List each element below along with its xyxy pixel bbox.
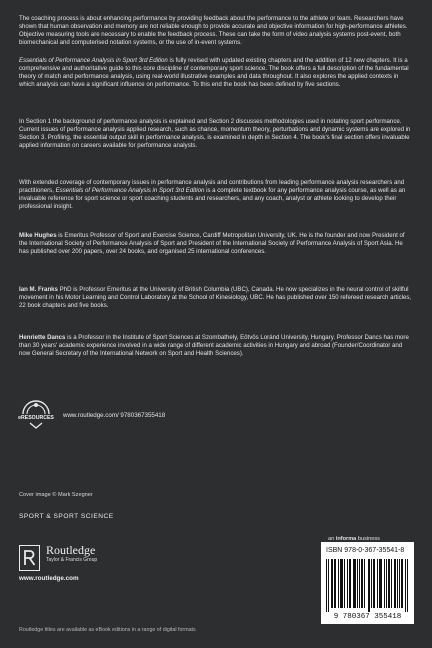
- barcode-bar: [371, 559, 372, 608]
- barcode-bar: [342, 559, 343, 608]
- barcode-bar: [399, 559, 400, 608]
- informa-prefix: an: [328, 536, 336, 542]
- author-bio-text: [19, 232, 413, 256]
- book-title-italic: Essentials of Performance Analysis in Sport 3rd Edition: [19, 57, 168, 64]
- barcode-bar: [368, 559, 369, 612]
- barcode-bar: [328, 559, 329, 612]
- barcode-bar: [334, 559, 335, 608]
- barcode-bar: [354, 559, 355, 608]
- barcode-digits: 9 780367 355418: [333, 613, 402, 621]
- barcode-bar: [384, 559, 385, 608]
- barcode-bar: [373, 559, 374, 608]
- barcode-bar: [369, 559, 370, 612]
- audience-text: [19, 179, 413, 211]
- barcode-bar: [353, 559, 354, 608]
- barcode-bar: [347, 559, 348, 608]
- barcode-bar: [407, 559, 408, 612]
- isbn-number: ISBN 978-0-367-35541-8: [326, 547, 405, 554]
- barcode-bar: [338, 559, 339, 608]
- barcode-bar: [357, 559, 358, 608]
- author-name: Henriette Dancs: [19, 334, 66, 341]
- author-bio-body: is a Professor in the Institute of Sport Sciences at Szombathely, Eötvös Loránd University, Hungary. Professor Dancs has more than 30 years' academic experience involved in a wide range of different academic activities in Hungary and abroad (Founder/Coordinator and now General Secretary of the International Network on Sport and Health Sciences).: [19, 334, 409, 358]
- book-description-text: is fully revised with updated existing chapters and the addition of 12 new chapters. It is a comprehensive and authoritative guide to this core discipline of contemporary sport science. The book offers a full description of the fundamental theory of match and performance analysis, using real-world illustrative examples and data throughout. It also explores the applied contexts in which analysis can have a significant influence on performance. To this end the book has been defined by five sections.: [19, 57, 409, 89]
- barcode-bar: [350, 559, 351, 608]
- book-description-paragraph: [19, 57, 413, 89]
- intro-text: The coaching process is about enhancing performance by providing feedback about the performance to the athlete or team. Researchers have shown that human observation and memory are not reliable enough to provide accurate and objective information for high-performance athletes. Objective measuring tools are necessary to enable the feedback process. These can take the form of video analysis systems post-event, both biomechanical and computerised notation systems, or the use of in-event systems.: [19, 15, 408, 47]
- barcode-bar: [381, 559, 382, 608]
- publisher-name: Routledge: [46, 543, 96, 557]
- cover-credit: Cover image © Mark Szegner: [19, 492, 93, 498]
- ebook-footnote: Routledge titles are available as eBook editions in a range of digital formats: [19, 627, 196, 633]
- audience-paragraph: [19, 179, 413, 211]
- barcode-bar: [386, 559, 387, 608]
- barcode-bar: [395, 559, 396, 608]
- author-name: Mike Hughes: [19, 232, 57, 239]
- barcode-bar: [332, 559, 333, 608]
- barcode-bar: [355, 559, 356, 608]
- barcode-bar: [364, 559, 365, 608]
- barcode-bar: [374, 559, 375, 608]
- author-bio-body: is Emeritus Professor of Sport and Exercise Science, Cardiff Metropolitan University, UK. He is the founder and now President of the International Society of Performance Analysis of Sport and President of the International Society of Performance Analysis of Sport Asia. He has published over 200 papers, over 24 books, and organised 25 international conferences.: [19, 232, 405, 256]
- barcode-bar: [402, 559, 403, 608]
- audience-text-start: With extended coverage of contemporary issues in performance analysis and contributions from leading performance analysis researchers and practitioners,: [19, 179, 405, 195]
- barcode-bar: [359, 559, 360, 608]
- routledge-r-icon: [19, 545, 40, 571]
- barcode-bar: [391, 559, 392, 608]
- book-description: [19, 57, 413, 89]
- author-bio-text: [19, 286, 413, 310]
- informa-suffix: business: [356, 536, 380, 542]
- barcode-bar: [397, 559, 398, 608]
- barcode-bar: [377, 559, 378, 608]
- barcode-bar: [331, 559, 332, 608]
- barcode-bar: [341, 559, 342, 608]
- author-bio: [19, 334, 413, 358]
- barcode-bar: [379, 559, 380, 608]
- barcode-bar: [394, 559, 395, 608]
- sections-text: In Section 1 the background of performance analysis is explained and Section 2 discusses methodologies used in notating sport performance. Current issues of performance analysis applied research, such as chance, momentum theory, perturbations and dynamic systems are explored in Section 3. Profiling, the essential output skill in performance analysis, is examined in depth in Section 4. The book's final section offers invaluable applied information on careers available for performance analysts.: [19, 118, 411, 150]
- barcode-graphic: [324, 557, 411, 621]
- author-bio-text: [19, 334, 413, 358]
- audience-text-end: is a complete textbook for any performance analysis course, as well as an invaluable reference for sport science or sport coaching students and researchers, and any coach, analyst or athlete looking to develop their professional insight.: [19, 187, 406, 211]
- intro-paragraph: [19, 15, 413, 47]
- barcode-bar: [389, 559, 390, 608]
- informa-brand: informa: [335, 536, 357, 542]
- isbn-barcode: [321, 542, 414, 624]
- barcode-bar: [362, 559, 363, 608]
- barcode-bar: [344, 559, 345, 608]
- barcode-bar: [349, 559, 350, 608]
- eresources-icon-label: eRESOURCES: [18, 415, 54, 421]
- barcode-bar: [335, 559, 336, 608]
- barcode-bar: [361, 559, 362, 608]
- eresources-icon: [17, 396, 55, 432]
- author-bio: [19, 232, 413, 256]
- barcode-bar: [380, 559, 381, 608]
- barcode-bar: [388, 559, 389, 608]
- book-title-italic: Essentials of Performance Analysis in Sport 3rd Edition: [55, 187, 205, 195]
- barcode-bar: [340, 559, 341, 608]
- author-name: Ian M. Franks: [19, 286, 58, 293]
- barcode-bar: [326, 559, 327, 612]
- barcode-bar: [405, 559, 406, 612]
- publisher-subtitle: Taylor & Francis Group: [46, 557, 98, 563]
- publisher-url[interactable]: www.routledge.com: [19, 575, 79, 582]
- barcode-bar: [401, 559, 402, 608]
- author-bio-body: PhD is Professor Emeritus at the University of British Columbia (UBC), Canada. He now specializes in the neural control of skillful movement in his Motor Learning and Control Laboratory at the School of Kinesiology, UBC. He has published over 150 refereed research articles, 22 book chapters and five books.: [19, 286, 412, 310]
- eresources-url[interactable]: www.routledge.com/ 9780367355418: [63, 412, 166, 419]
- author-bio: [19, 286, 413, 310]
- sections-paragraph: [19, 118, 413, 150]
- subject-category: SPORT & SPORT SCIENCE: [19, 513, 114, 520]
